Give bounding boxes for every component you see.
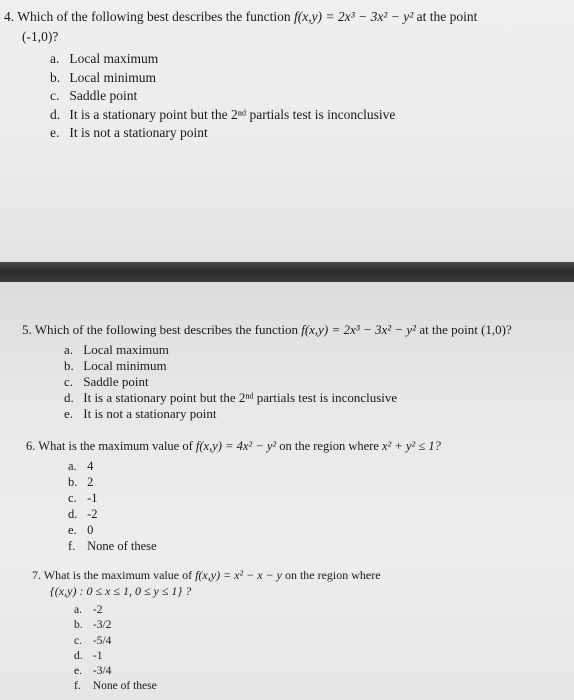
option-text: It is not a stationary point	[69, 125, 208, 140]
stem-text: What is the maximum value of	[43, 568, 193, 582]
page-gap	[0, 262, 574, 282]
option-text: 2	[87, 475, 94, 489]
answer-option-c[interactable]	[64, 374, 397, 390]
option-letter: d.	[64, 390, 74, 405]
option-letter: a.	[50, 51, 60, 66]
paper-sheet-top	[0, 0, 574, 262]
option-text: Local minimum	[69, 69, 156, 85]
function-expression: f(x,y) = 2x³ − 3x² − y²	[293, 9, 414, 24]
answer-option-c[interactable]	[50, 87, 395, 106]
option-letter: e.	[74, 665, 82, 678]
stem-text: at the point (1,0)?	[419, 322, 512, 337]
answer-option-d[interactable]	[64, 390, 397, 406]
option-letter: e.	[50, 125, 60, 140]
stem-text: on the region where	[284, 568, 381, 582]
option-text: -1	[87, 491, 98, 505]
question-6-stem	[26, 437, 441, 455]
question-4-point: (-1,0)?	[22, 29, 59, 44]
answer-option-d[interactable]	[74, 649, 157, 664]
option-text: Local maximum	[69, 51, 159, 66]
question-5-stem	[22, 321, 512, 339]
answer-options	[64, 342, 397, 422]
answer-option-e[interactable]	[64, 406, 397, 422]
option-text: -2	[92, 604, 103, 616]
answer-option-a[interactable]	[68, 458, 157, 474]
option-letter: c.	[74, 634, 82, 647]
answer-option-d[interactable]	[68, 506, 157, 522]
answer-option-b[interactable]	[64, 358, 397, 374]
option-letter: b.	[74, 619, 83, 632]
option-text: -5/4	[92, 634, 112, 647]
answer-option-c[interactable]	[74, 634, 157, 649]
answer-option-d[interactable]	[50, 106, 395, 125]
option-letter: c.	[50, 88, 60, 103]
question-number: 5.	[22, 322, 32, 337]
option-text: -2	[87, 507, 98, 521]
stem-text: at the point	[416, 9, 478, 24]
stem-text: Which of the following best describes the function	[34, 322, 298, 337]
option-text: Saddle point	[83, 374, 149, 389]
function-expression: f(x,y) = 2x³ − 3x² − y²	[301, 322, 417, 337]
answer-option-a[interactable]	[50, 50, 395, 69]
option-text: None of these	[92, 680, 157, 693]
question-number: 6.	[26, 439, 36, 453]
option-letter: a.	[74, 604, 82, 616]
option-letter: b.	[64, 358, 74, 373]
function-expression: f(x,y) = 4x² − y²	[195, 439, 277, 453]
option-letter: c.	[64, 374, 74, 389]
stem-text: What is the maximum value of	[38, 439, 193, 453]
answer-options	[50, 50, 395, 143]
option-text: It is a stationary point but the 2ⁿᵈ partials test is inconclusive	[83, 390, 398, 405]
question-number: 7.	[32, 568, 41, 582]
option-text: Local maximum	[83, 342, 169, 357]
option-letter: a.	[64, 342, 74, 357]
option-text: 4	[87, 459, 94, 473]
answer-option-e[interactable]	[74, 664, 157, 679]
stem-text: on the region where	[279, 439, 379, 453]
option-letter: c.	[68, 491, 77, 505]
option-text: Saddle point	[69, 88, 138, 103]
option-letter: d.	[50, 106, 61, 122]
answer-options	[68, 458, 157, 554]
answer-options	[74, 603, 157, 695]
region-expression: {(x,y) : 0 ≤ x ≤ 1, 0 ≤ y ≤ 1} ?	[50, 584, 192, 598]
answer-option-b[interactable]	[50, 69, 395, 88]
option-text: Local minimum	[83, 358, 167, 373]
region-expression: x² + y² ≤ 1?	[382, 439, 441, 453]
question-4-stem	[4, 8, 477, 26]
answer-option-b[interactable]	[74, 618, 157, 633]
option-letter: d.	[68, 507, 78, 521]
question-number: 4.	[4, 9, 15, 24]
option-letter: d.	[74, 649, 83, 662]
answer-option-f[interactable]	[68, 538, 157, 554]
option-text: None of these	[87, 539, 157, 553]
option-text: It is a stationary point but the 2ⁿᵈ partials test is inconclusive	[69, 106, 396, 122]
answer-option-a[interactable]	[64, 342, 397, 358]
option-text: -3/2	[92, 619, 112, 632]
option-text: -1	[92, 649, 103, 662]
answer-option-f[interactable]	[74, 679, 157, 694]
answer-option-b[interactable]	[68, 474, 157, 490]
option-letter: b.	[68, 475, 78, 489]
function-expression: f(x,y) = x² − x − y	[195, 568, 282, 582]
option-letter: e.	[64, 406, 74, 421]
answer-option-a[interactable]	[74, 603, 157, 618]
answer-option-c[interactable]	[68, 490, 157, 506]
answer-option-e[interactable]	[50, 124, 395, 143]
option-letter: f.	[74, 680, 81, 693]
stem-text: Which of the following best describes the function	[17, 9, 291, 24]
option-letter: f.	[68, 539, 76, 553]
option-text: It is not a stationary point	[83, 406, 217, 421]
option-text: -3/4	[92, 665, 112, 678]
option-letter: b.	[50, 69, 61, 85]
answer-option-e[interactable]	[68, 522, 157, 538]
option-text: 0	[87, 523, 94, 537]
option-letter: e.	[68, 523, 77, 537]
option-letter: a.	[68, 459, 77, 473]
